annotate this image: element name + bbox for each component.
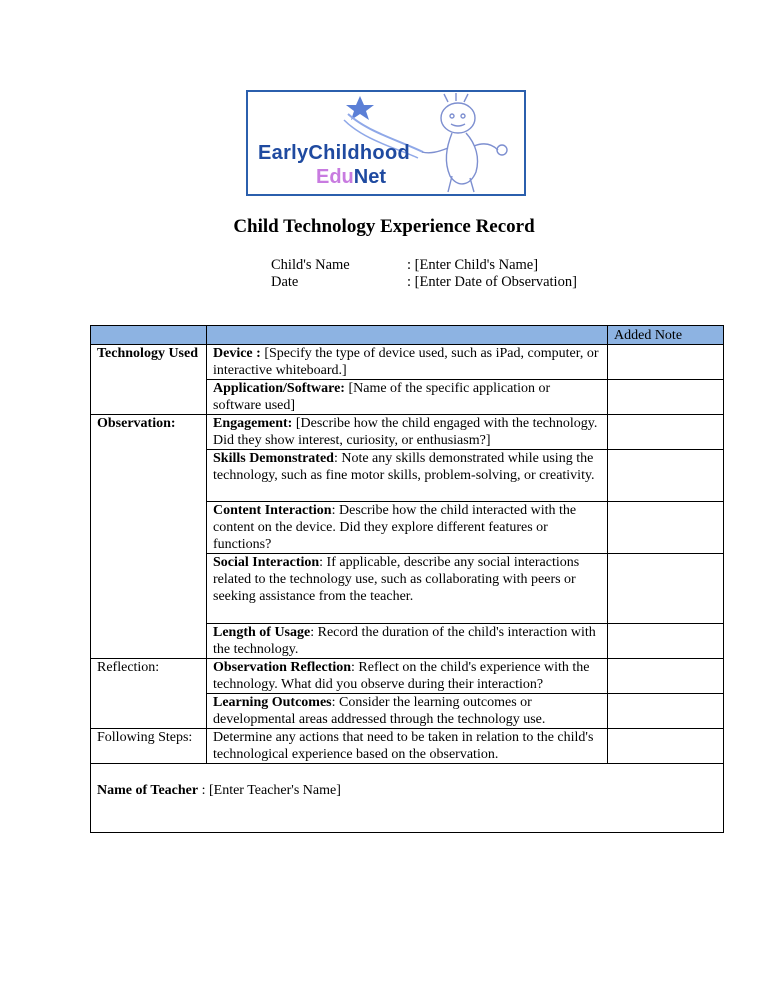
teacher-name-label: Name of Teacher: [97, 783, 199, 798]
observation-reflection-cell: [207, 659, 608, 694]
skills-label: Skills Demonstrated: [213, 451, 334, 466]
note-cell[interactable]: [608, 380, 724, 415]
application-cell: [207, 380, 608, 415]
note-cell[interactable]: [608, 729, 724, 764]
logo-text-sub: [316, 166, 386, 189]
note-cell[interactable]: [608, 554, 724, 624]
learning-outcomes-cell: [207, 694, 608, 729]
table-row: [91, 415, 724, 450]
note-cell[interactable]: [608, 345, 724, 380]
child-name-value: : [Enter Child's Name]: [407, 257, 539, 273]
content-interaction-label: Content Interaction: [213, 503, 332, 518]
header-cell-empty-1: [91, 326, 207, 345]
engagement-text: [Describe how the child engaged with the technology. Did they show interest, curiosity, or enthusiasm?]: [213, 416, 598, 448]
header-cell-empty-2: [207, 326, 608, 345]
social-interaction-label: Social Interaction: [213, 555, 320, 570]
child-info: [271, 257, 577, 291]
teacher-name-value: : [Enter Teacher's Name]: [198, 783, 341, 798]
device-text: [Specify the type of device used, such as iPad, computer, or interactive whiteboard.]: [213, 346, 599, 378]
learning-outcomes-label: Learning Outcomes: [213, 695, 332, 710]
header-added-note: Added Note: [608, 326, 724, 345]
device-label: Device :: [213, 346, 261, 361]
section-reflection: Reflection:: [91, 659, 207, 729]
logo-text-edu: Edu: [316, 166, 354, 188]
length-of-usage-cell: [207, 624, 608, 659]
note-cell[interactable]: [608, 415, 724, 450]
note-cell[interactable]: [608, 624, 724, 659]
table-row: [91, 659, 724, 694]
following-steps-cell: Determine any actions that need to be taken in relation to the child's technological experience based on the observation.: [207, 729, 608, 764]
learning-outcomes-text: : Consider the learning outcomes or developmental areas addressed through the technology use.: [213, 695, 546, 727]
logo: [246, 90, 526, 196]
engagement-label: Engagement:: [213, 416, 293, 431]
note-cell[interactable]: [608, 502, 724, 554]
length-of-usage-label: Length of Usage: [213, 625, 311, 640]
record-table: [90, 325, 724, 833]
skills-cell: [207, 450, 608, 502]
device-cell: [207, 345, 608, 380]
table-row: [91, 729, 724, 764]
date-row: [271, 274, 577, 291]
social-interaction-cell: [207, 554, 608, 624]
child-name-label: Child's Name: [271, 257, 350, 273]
section-following-steps: Following Steps:: [91, 729, 207, 764]
content-interaction-cell: [207, 502, 608, 554]
logo-text-net: Net: [353, 166, 387, 188]
content-interaction-text: : Describe how the child interacted with the content on the device. Did they explore different features or functions?: [213, 503, 577, 552]
engagement-cell: [207, 415, 608, 450]
length-of-usage-text: : Record the duration of the child's interaction with the technology.: [213, 625, 596, 657]
page-title: Child Technology Experience Record: [233, 216, 535, 237]
note-cell[interactable]: [608, 694, 724, 729]
skills-text: : Note any skills demonstrated while using the technology, such as fine motor skills, problem-solving, or creativity.: [213, 451, 595, 483]
application-text: [Name of the specific application or software used]: [213, 381, 551, 413]
application-label: Application/Software:: [213, 381, 345, 396]
section-observation: Observation:: [91, 415, 207, 659]
table-header-row: [91, 326, 724, 345]
social-interaction-text: : If applicable, describe any social interactions related to the technology use, such as collaborating with peers or seeking assistance from the teacher.: [213, 555, 580, 604]
teacher-name-cell: [91, 764, 724, 833]
logo-text-main: EarlyChildhood: [258, 142, 410, 164]
observation-reflection-label: Observation Reflection: [213, 660, 352, 675]
table-row: [91, 345, 724, 380]
date-label: Date: [271, 274, 299, 290]
child-name-row: [271, 257, 577, 274]
note-cell[interactable]: [608, 450, 724, 502]
date-value: : [Enter Date of Observation]: [407, 274, 577, 290]
table-row: [91, 764, 724, 833]
observation-reflection-text: : Reflect on the child's experience with the technology. What did you observe during their interaction?: [213, 660, 590, 692]
note-cell[interactable]: [608, 659, 724, 694]
child-figure-icon: [422, 93, 507, 192]
section-technology-used: Technology Used: [91, 345, 207, 415]
